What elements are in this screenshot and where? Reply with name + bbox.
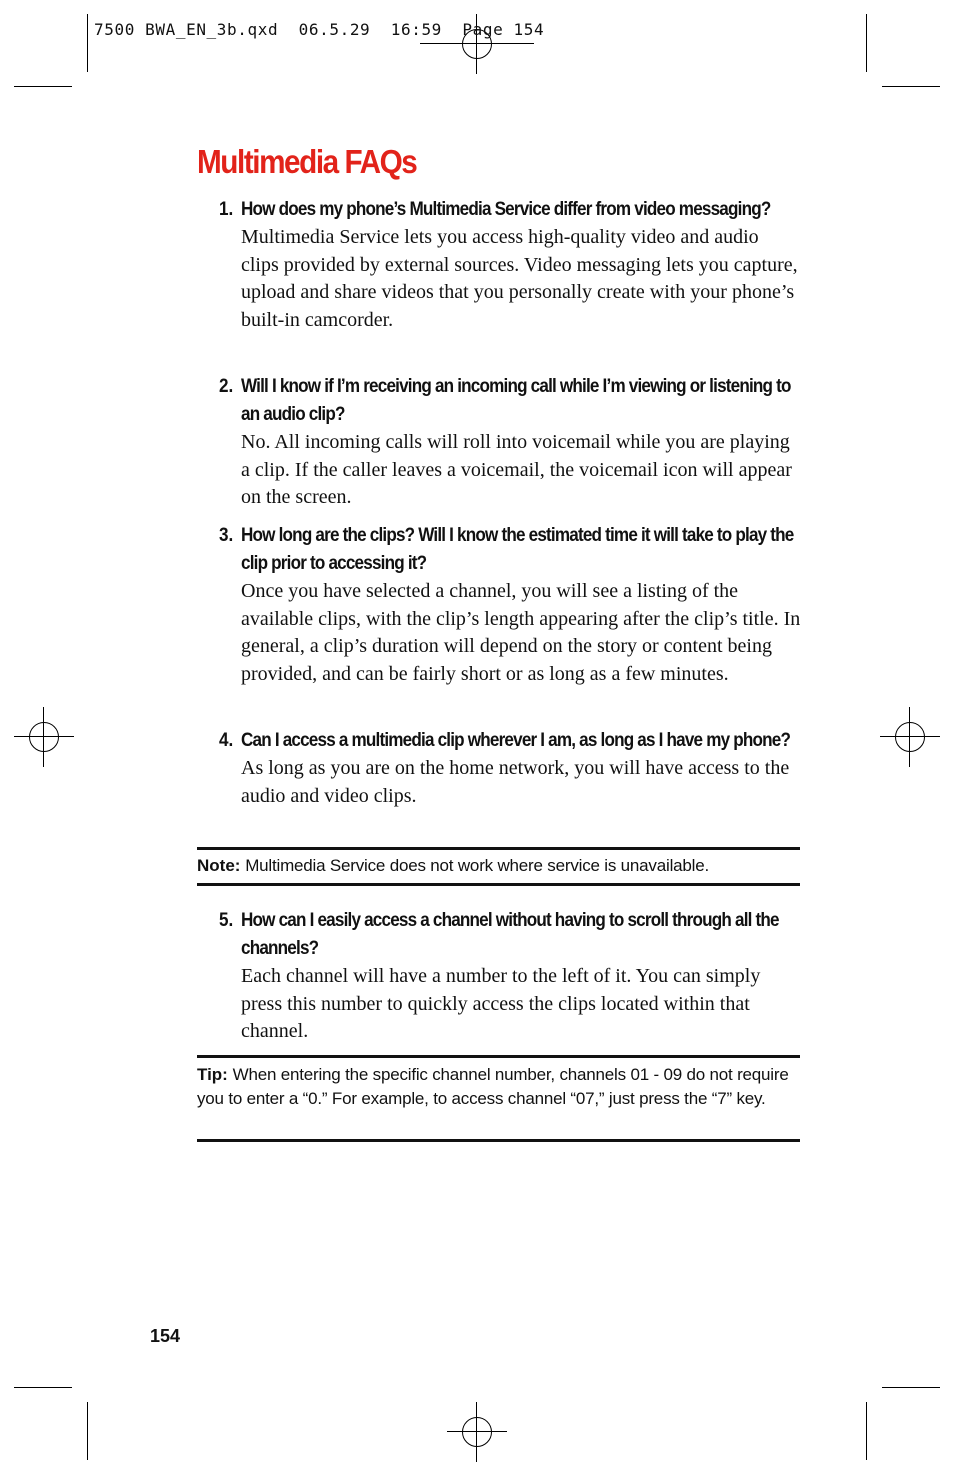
crop-mark [882, 1387, 940, 1388]
crop-mark [87, 14, 88, 72]
faq-number: 1. [219, 199, 234, 220]
faq-number: 3. [219, 525, 234, 546]
page-title: Multimedia FAQs [197, 143, 417, 180]
crop-mark [87, 1402, 88, 1460]
crop-mark [14, 1387, 72, 1388]
crop-mark [866, 14, 867, 72]
faq-item [219, 196, 819, 335]
faq-answer: As long as you are on the home network, you will have access to the audio and video clips. [241, 757, 790, 807]
faq-question: Can I access a multimedia clip wherever I am, as long as I have my phone? [241, 730, 791, 751]
registration-mark-left [14, 707, 74, 767]
crop-mark [882, 86, 940, 87]
tip-label: Tip: [197, 1065, 228, 1084]
faq-answer: No. All incoming calls will roll into voicemail while you are playing a clip. If the caller leaves a voicemail, the voicemail icon will appear on the screen. [241, 431, 792, 509]
faq-item [219, 907, 819, 1046]
note-label: Note: [197, 856, 241, 875]
faq-number: 2. [219, 376, 234, 397]
tip-box [197, 1055, 800, 1142]
faq-answer: Multimedia Service lets you access high-quality video and audio clips provided by external sources. Video messaging lets you capture, upload and share videos that you personally create with your phone’s built-in camcorder. [241, 226, 798, 332]
print-slug: 7500 BWA_EN_3b.qxd 06.5.29 16:59 Page 154 [94, 20, 545, 39]
crop-mark [866, 1402, 867, 1460]
page-number: 154 [150, 1326, 181, 1346]
faq-item [219, 373, 819, 512]
faq-number: 5. [219, 910, 234, 931]
faq-number: 4. [219, 730, 234, 751]
faq-question: How does my phone’s Multimedia Service differ from video messaging? [241, 199, 771, 220]
tip-text: When entering the specific channel number, channels 01 - 09 do not require you to enter a “0.” For example, to access channel “07,” just press the “7” key. [197, 1065, 789, 1108]
note-box [197, 847, 800, 886]
faq-question: How long are the clips? Will I know the estimated time it will take to play the clip prior to accessing it? [241, 525, 794, 574]
faq-answer: Each channel will have a number to the left of it. You can simply press this number to quickly access the clips located within that channel. [241, 965, 761, 1043]
faq-question: How can I easily access a channel without having to scroll through all the channels? [241, 910, 779, 959]
faq-question: Will I know if I’m receiving an incoming call while I’m viewing or listening to an audio clip? [241, 376, 791, 425]
registration-mark-right [880, 707, 940, 767]
registration-mark-bottom [447, 1402, 507, 1462]
faq-item [219, 522, 819, 689]
note-text: Multimedia Service does not work where service is unavailable. [245, 856, 710, 875]
faq-item [219, 727, 819, 810]
faq-answer: Once you have selected a channel, you will see a listing of the available clips, with the clip’s length appearing after the clip’s title. In general, a clip’s duration will depend on the story or content being provided, and can be fairly short or as long as a few minutes. [241, 580, 801, 686]
crop-mark [14, 86, 72, 87]
